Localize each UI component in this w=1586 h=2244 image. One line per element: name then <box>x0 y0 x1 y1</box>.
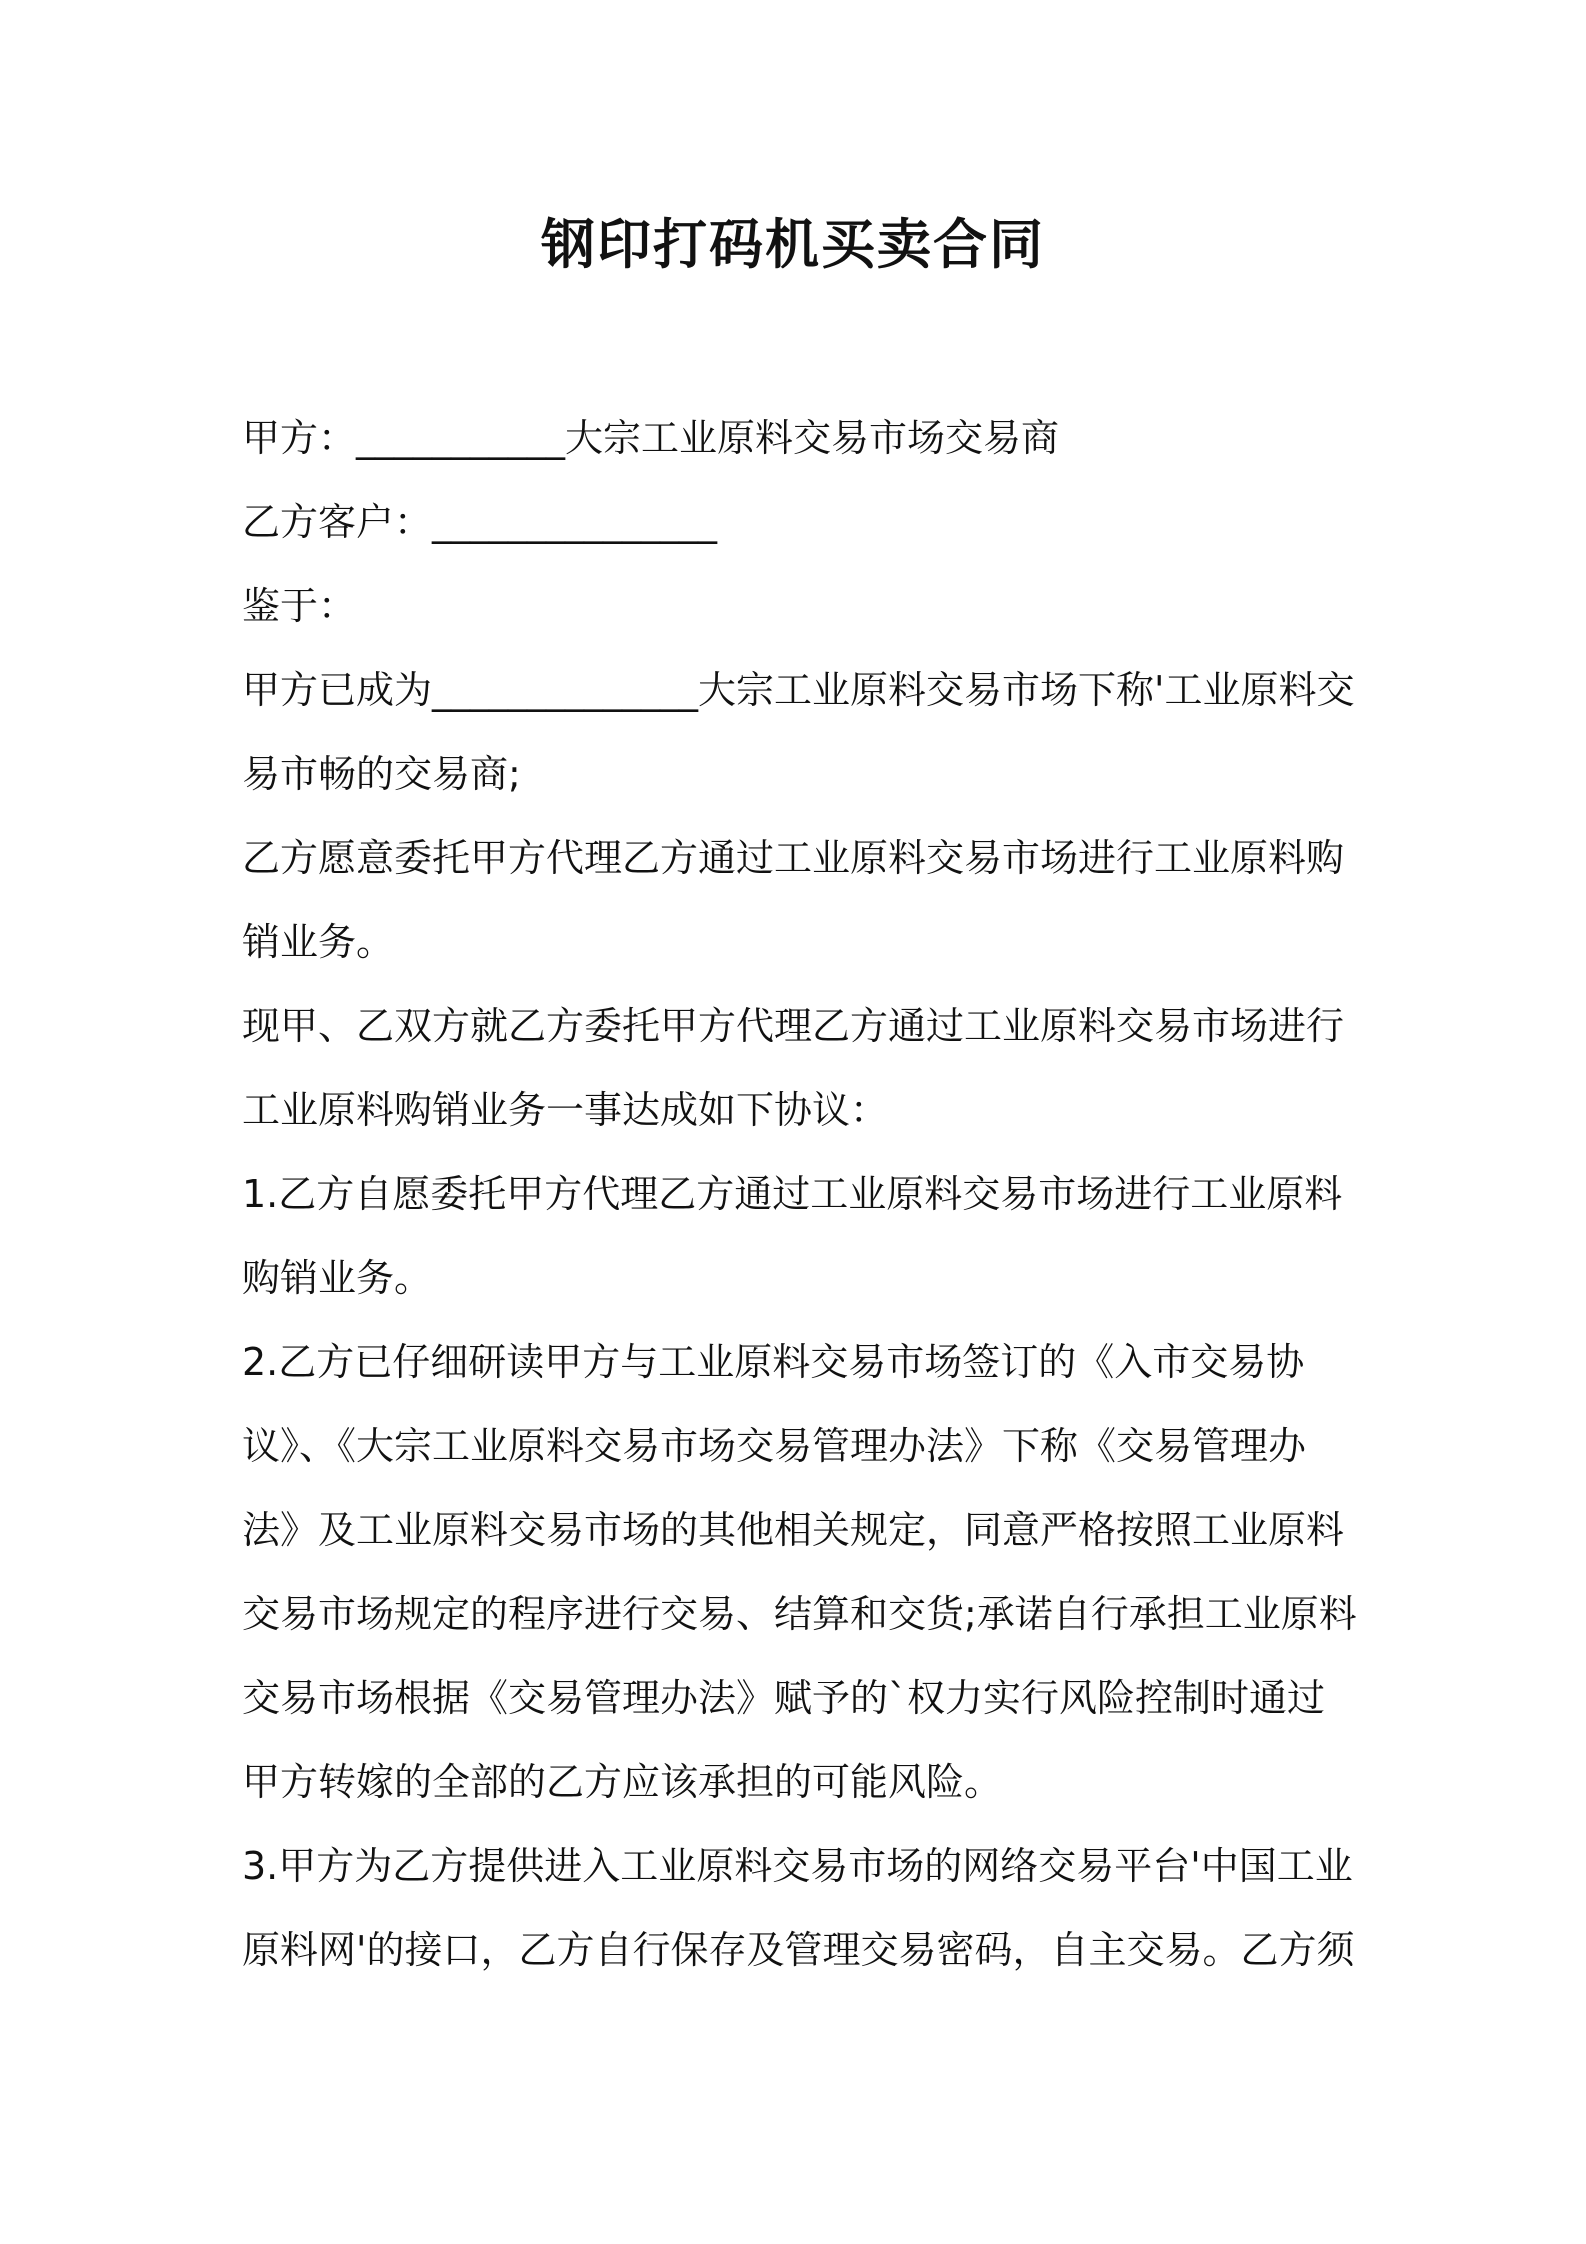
clause-1: 1.乙方自愿委托甲方代理乙方通过工业原料交易市场进行工业原料购销业务。 <box>242 1172 1343 1300</box>
clause-2: 2.乙方已仔细研读甲方与工业原料交易市场签订的《入市交易协议》、《大宗工业原料交易市场交易管理办法》下称《交易管理办法》及工业原料交易市场的其他相关规定，同意严格按照工业原料交易市场规定的程序进行交易、结算和交货;承诺自行承担工业原料交易市场根据《交易管理办法》赋予的`权力实行风险控制时通过甲方转嫁的全部的乙方应该承担的可能风险。 <box>242 1340 1357 1804</box>
paragraph: 现甲、乙双方就乙方委托甲方代理乙方通过工业原料交易市场进行工业原料购销业务一事达成如下协议： <box>242 1004 1345 1132</box>
clause-3: 3.甲方为乙方提供进入工业原料交易市场的网络交易平台'中国工业原料网'的接口，乙方自行保存及管理交易密码，自主交易。乙方须 <box>242 1844 1355 1972</box>
paragraph: 乙方愿意委托甲方代理乙方通过工业原料交易市场进行工业原料购销业务。 <box>242 836 1345 964</box>
paragraph: 甲方已成为______________大宗工业原料交易市场下称'工业原料交易市畅的交易商; <box>242 668 1355 796</box>
document-title: 钢印打码机买卖合同 <box>541 213 1045 276</box>
party-b-line: 乙方客户：_______________ <box>242 500 718 544</box>
party-a-line: 甲方：___________大宗工业原料交易市场交易商 <box>242 416 1060 460</box>
whereas-heading: 鉴于： <box>242 584 357 628</box>
document-body <box>242 396 1362 1992</box>
